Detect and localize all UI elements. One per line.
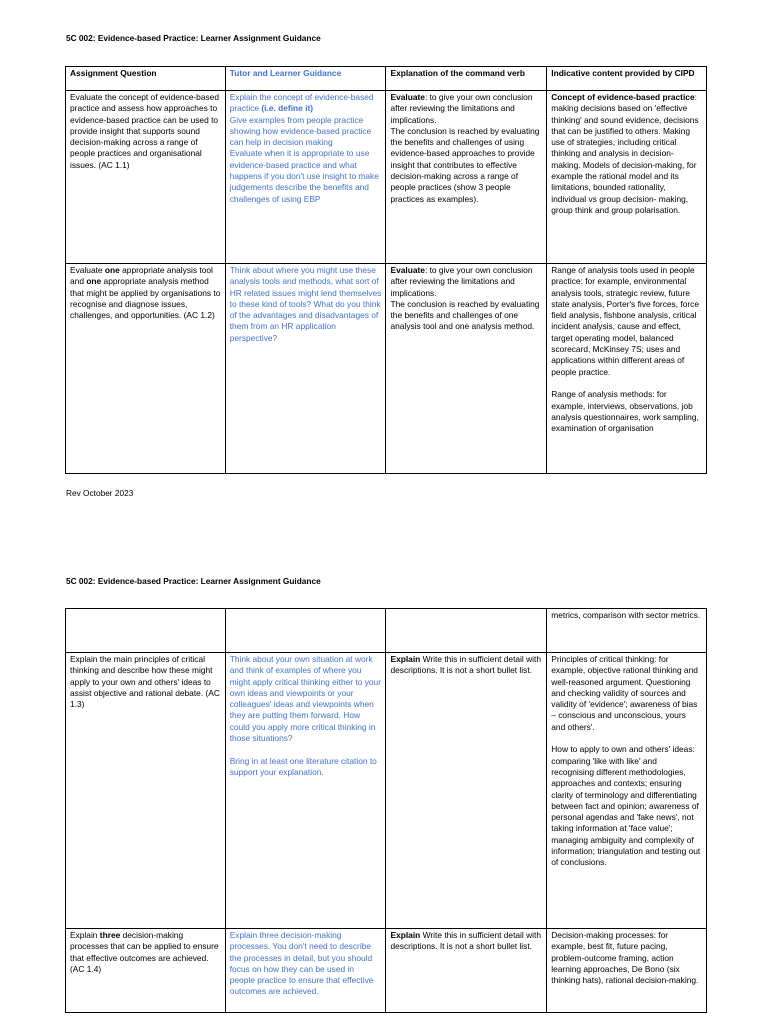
assignment-question-bold: one bbox=[86, 276, 102, 287]
tutor-guidance-cell bbox=[225, 653, 386, 929]
assignment-question-cell bbox=[66, 91, 226, 264]
assignment-question-text: decision-making processes that can be applied to ensure that effective outcomes are achieved. (AC 1.4) bbox=[70, 930, 219, 974]
assignment-question-text: Evaluate bbox=[70, 265, 105, 275]
table-row bbox=[66, 91, 707, 264]
column-header-assignment-question: Assignment Question bbox=[66, 67, 226, 91]
guidance-text: Explain the concept of evidence-based practice bbox=[229, 92, 374, 114]
guidance-text: Think about your own situation at work and think of examples of where you might apply critical thinking either to your own ideas and viewpoints or your colleagues' ideas and viewpoints when they are putting them forward. How could you apply more critical thinking in those situations? Bring in at least one literature citation to support your explanation. bbox=[229, 654, 382, 777]
table-header-row bbox=[66, 67, 707, 91]
table-row bbox=[66, 929, 707, 1013]
indicative-content-text: : making decisions based on 'effective thinking' and sound evidence, decisions that can be justified to others. Making use of strategies, including critical thinking and analysis in decision-making. Models of decision-making, for example the rational model and its limitations, bounded rationality, individual vs group decision- making, group think and group polarisation. bbox=[551, 92, 699, 215]
command-verb-explanation: Write this in sufficient detail with descriptions. It is not a short bullet list. bbox=[390, 930, 541, 952]
assignment-question-cell bbox=[66, 609, 226, 653]
indicative-content-cell bbox=[547, 929, 707, 1013]
command-verb-explanation: : to give your own conclusion after reviewing the limitations and implications. The conclusion is reached by evaluating the benefits and challenges of one analysis tool and one analysis method. bbox=[390, 265, 540, 332]
indicative-content-cell bbox=[547, 609, 707, 653]
indicative-content-text: Range of analysis tools used in people practice: for example, environmental analysis tools, strategic review, future state analysis, Porter's five forces, force field analysis, fishbone analysis, critical incident analysis, cause and effect, target operating model, balanced scorecard, McKinsey 7S; uses and applications within different areas of people practice. Range of analysis methods: for example, interviews, observations, job analysis questionnaires, work sampling, examination of organisation bbox=[551, 265, 700, 434]
assignment-question-text: Evaluate the concept of evidence-based practice and assess how approaches to evidence-based practice can be used to provide insight that supports sound decision-making across a range of people practices and organisational issues. (AC 1.1) bbox=[70, 92, 219, 170]
assignment-question-text: Explain the main principles of critical thinking and describe how these might apply to your own and others' ideas to assist objective and rational debate. (AC 1.3) bbox=[70, 654, 220, 710]
command-verb-cell bbox=[386, 264, 547, 474]
assignment-guidance-table-1 bbox=[65, 66, 707, 474]
command-verb-cell bbox=[386, 653, 547, 929]
assignment-guidance-table-2 bbox=[65, 608, 707, 1013]
indicative-content-text: metrics, comparison with sector metrics. bbox=[551, 610, 701, 620]
command-verb-cell bbox=[386, 91, 547, 264]
assignment-question-text: Explain bbox=[70, 930, 100, 940]
page-header-title: 5C 002: Evidence-based Practice: Learner Assignment Guidance bbox=[66, 576, 321, 586]
command-verb: Evaluate bbox=[390, 265, 425, 275]
guidance-text: Think about where you might use these analysis tools and methods, what sort of HR related issues might lend themselves to these kind of tools? What do you think of the advantages and disadvantages of them from an HR application perspective? bbox=[229, 265, 382, 343]
assignment-question-bold: one bbox=[104, 265, 120, 275]
assignment-question-cell bbox=[66, 929, 226, 1013]
assignment-question-cell bbox=[66, 264, 226, 474]
indicative-content-text: Principles of critical thinking: for example, objective rational thinking and well-reasoned argument. Questioning and checking validity of sources and validity of 'evidence'; awareness of bias – conscious and unconscious, yours and others'. How to apply to own and others' ideas: comparing 'like with like' and recognising different methodologies, approaches and contexts; ensuring clarity of terminology and differentiating between fact and opinion; awareness of personal agendas and 'fake news', not taking information at 'face value'; managing ambiguity and complexity of information; triangulation and testing out of conclusions. bbox=[551, 654, 701, 868]
command-verb-explanation: Write this in sufficient detail with descriptions. It is not a short bullet list. bbox=[390, 654, 541, 676]
command-verb-cell bbox=[386, 609, 547, 653]
table-row bbox=[66, 609, 707, 653]
indicative-content-cell bbox=[547, 653, 707, 929]
indicative-content-cell bbox=[547, 91, 707, 264]
column-header-tutor-guidance: Tutor and Learner Guidance bbox=[225, 67, 386, 91]
command-verb-explanation: : to give your own conclusion after reviewing the limitations and implications. The conclusion is reached by evaluating the benefits and challenges of using evidence-based approaches to provide insight that contributes to effective decision-making across a range of people practices (show 3 people practices as examples). bbox=[390, 92, 540, 204]
guidance-text: Explain three decision-making processes. You don't need to describe the processes in detail, but you should focus on how they can be used in people practice to ensure that effective outcomes are achieved. bbox=[229, 930, 374, 997]
guidance-text-continued: Give examples from people practice showing how evidence-based practice can help in decision making Evaluate when it is appropriate to use evidence-based practice and what happens if you don't use insight to make judgements describe the benefits and challenges of using EBP bbox=[229, 114, 379, 204]
command-verb-cell bbox=[386, 929, 547, 1013]
page-header-title: 5C 002: Evidence-based Practice: Learner Assignment Guidance bbox=[66, 33, 321, 43]
tutor-guidance-cell bbox=[225, 929, 386, 1013]
indicative-content-text: Decision-making processes: for example, best fit, future pacing, problem-outcome framing, action learning approaches, De Bono (six thinking hats), rational decision-making. bbox=[551, 930, 699, 986]
command-verb: Explain bbox=[390, 654, 421, 664]
assignment-question-bold: three bbox=[99, 930, 121, 940]
command-verb: Evaluate bbox=[390, 92, 425, 102]
table-row bbox=[66, 264, 707, 474]
column-header-command-verb: Explanation of the command verb bbox=[386, 67, 547, 91]
tutor-guidance-cell bbox=[225, 264, 386, 474]
tutor-guidance-cell bbox=[225, 609, 386, 653]
assignment-question-text: appropriate analysis tool and bbox=[70, 265, 213, 287]
guidance-bold-text: (i.e. define it) bbox=[261, 103, 314, 114]
revision-footer: Rev October 2023 bbox=[66, 488, 134, 498]
assignment-question-cell bbox=[66, 653, 226, 929]
column-header-indicative-content: Indicative content provided by CIPD bbox=[547, 67, 707, 91]
assignment-question-text: appropriate analysis method that might be applied by organisations to recognise and diagnose issues, challenges, and opportunities. (AC 1.2) bbox=[70, 276, 221, 321]
tutor-guidance-cell bbox=[225, 91, 386, 264]
table-row bbox=[66, 653, 707, 929]
indicative-content-cell bbox=[547, 264, 707, 474]
indicative-content-heading: Concept of evidence-based practice bbox=[551, 92, 695, 102]
command-verb: Explain bbox=[390, 930, 421, 940]
